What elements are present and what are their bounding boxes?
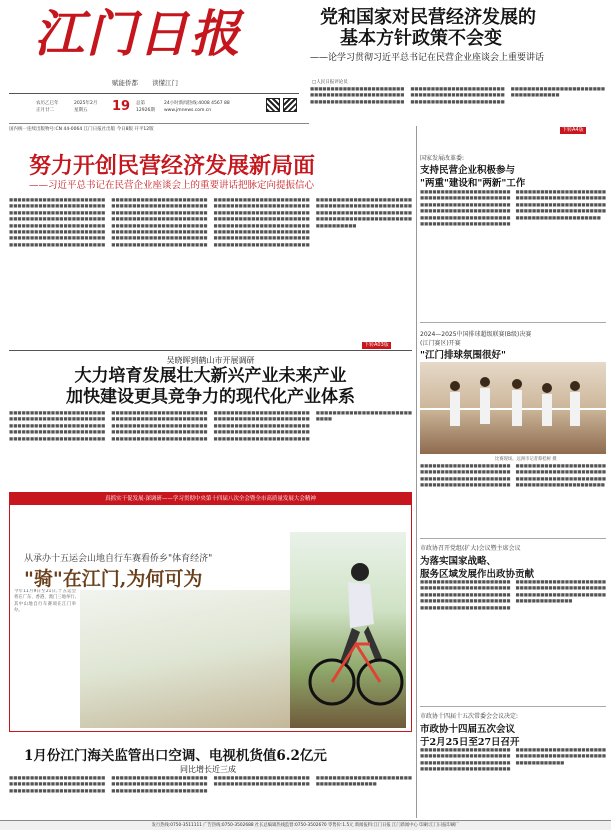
right-body-3: ■■■■■■■■■■■■■■■■■■■■■■■■■■■■■■■■■■■■■■■■■■■■■■■■■■■■■■■■■■■■■■■■■■■■■■■■■■■■■■■■■■■■■■■■■■■■■■■■■■■■■■■■■■■■■■■■■■■■■■■■■■■■■■■■■■■■■■■■■■■■■■■■■■■■■■■■■■■■■■■■■■■■■■■■■■■■■■■■■■■■■■■■■■■■■■ bbox=[420, 580, 606, 611]
top-story bbox=[300, 3, 605, 133]
top-story-byline: □人民日报评论员 bbox=[312, 80, 348, 85]
right-body-4: ■■■■■■■■■■■■■■■■■■■■■■■■■■■■■■■■■■■■■■■■■■■■■■■■■■■■■■■■■■■■■■■■■■■■■■■■■■■■■■■■■■■■■■■■■■■■■■■■■■■■■■■■■■■■■■■■■■■■■■■■■■■■■■■■■■■■■■■■■■■■■■■■ bbox=[420, 748, 606, 773]
lunar-date: 农历乙巳年 正月廿二 bbox=[36, 101, 59, 113]
right-title-2: "江门排球氛围很好" bbox=[420, 350, 506, 361]
sport-title: "骑"在江门,为何可为 bbox=[24, 568, 203, 590]
newspaper-logo: 江门日报 bbox=[34, 4, 242, 63]
right-title-3c: 服务区域发展作出政协贡献 bbox=[420, 569, 535, 580]
right-body-2: ■■■■■■■■■■■■■■■■■■■■■■■■■■■■■■■■■■■■■■■■■■■■■■■■■■■■■■■■■■■■■■■■■■■■■■■■■■■■■■■■■■■■■■■■■■■■■■■■■■■■■■■■■■■■■■■■■■■■■■■■■■■■■■■■■■■■■■■■■■■■■■■■■■■■■■■■■■■■■■■■■■■■■■■■■■■■■■■■ bbox=[420, 464, 606, 489]
right-title-1a: 支持民营企业积极参与 bbox=[420, 165, 516, 176]
more-link[interactable]: 下转A4版 bbox=[562, 127, 584, 133]
top-story-subtitle: ——论学习贯彻习近平总书记在民营企业座谈会上重要讲话 bbox=[310, 53, 545, 63]
volleyball-photo bbox=[420, 362, 606, 454]
second-body: ■■■■■■■■■■■■■■■■■■■■■■■■■■■■■■■■■■■■■■■■■■■■■■■■■■■■■■■■■■■■■■■■■■■■■■■■■■■■■■■■■■■■■■■■■■■■■■■■■■■■■■■■■■■■■■■■■■■■■■■■■■■■■■■■■■■■■■■■■■■■■■■■■■■■■■■■■■■■■■■■■■■■■■■■■■■■■■■■■■■■■■■■■■■■■■■■■■■■■■■■■■■■■■■■■■■■■■■■■■■■■■■■■■■■■■■■■■■■■■■■■■■■■■■■■■■■■■■■■■■■■■■■■■■■■■■■■■■■■■■■■■■■■■■■■■■■■■■■■■■■■■■■■■■■■■■■■■■■■■■■■■■■■■■■■■■■■■■■■■■■■■■■■■■■■■■■■■■■■■■■■■■■■■■■■■■■ bbox=[9, 411, 412, 442]
second-title-2: 加快建设更具竞争力的现代化产业体系 bbox=[66, 387, 355, 407]
sport-banner: 真抓实干促发展·深调研——学习贯彻中央第十四届八次全会暨全市高质量发展大会精神 bbox=[10, 493, 411, 505]
issue-date: 2025年2月 星期五 bbox=[74, 101, 98, 113]
customs-subtitle: 同比增长近三成 bbox=[180, 765, 236, 774]
volleyball-players bbox=[420, 362, 606, 454]
slogan-left: 赋能侨都 bbox=[112, 79, 138, 87]
photo-caption: 比赛现场。远洲市记者蔡桂树 摄 bbox=[495, 457, 557, 462]
top-story-title: 党和国家对民营经济发展的 bbox=[320, 7, 536, 28]
lead-title: 努力开创民营经济发展新局面 bbox=[29, 153, 316, 179]
footer: 发行热线:0750-3511111 广告热线:0750-3502688 社长总编辑热线监督:0750-3502670 零售价:1.5元 新闻报料:江门日报 江门新闻中心 印刷:江门日报印刷厂 bbox=[0, 820, 611, 830]
lead-subtitle: ——习近平总书记在民营企业座谈会上的重要讲话把脉定向提振信心 bbox=[29, 180, 315, 191]
issue-day: 19 bbox=[112, 99, 131, 114]
second-title-1: 大力培育发展壮大新兴产业未来产业 bbox=[74, 366, 347, 386]
hotline: 24小时新闻热线:4008 4567 88 www.jmnews.com.cn bbox=[164, 101, 230, 113]
right-title-3b: 为落实国家战略、 bbox=[420, 556, 497, 567]
second-kicker: 吴晓晖到鹤山市开展调研 bbox=[166, 356, 255, 365]
qr-code-icon bbox=[283, 98, 297, 112]
cyclist-photo bbox=[290, 532, 406, 728]
more-link[interactable]: 下转A03版 bbox=[364, 342, 389, 348]
top-story-body: ■■■■■■■■■■■■■■■■■■■■■■■■■■■■■■■■■■■■■■■■■■■■■■■■■■■■■■■■■■■■■■■■■■■■■■■■■■■■■■■■■■■■■■■■■■■■■■■■■■■■■■■■■■■■■■■■■■■■■■■■■■■■■■■■■■■■■■■■■■■■■■■■■■■■■■■■■■■■■■■■■■■■■■■■■■■■■ bbox=[310, 87, 605, 105]
right-kicker-2b: (江门赛区)开赛 bbox=[420, 340, 461, 347]
qr-code-icon bbox=[266, 98, 280, 112]
issue-number: 总第 12926期 bbox=[136, 101, 155, 113]
right-title-4c: 于2月25日至27日召开 bbox=[420, 737, 520, 748]
right-kicker-1: 国家发展改革委: bbox=[420, 155, 465, 162]
sport-kicker: 从承办十五运会山地自行车赛看侨乡"体育经济" bbox=[24, 554, 213, 564]
right-title-4b: 市政协十四届五次会议 bbox=[420, 724, 516, 735]
slogan-right: 读懂江门 bbox=[152, 79, 178, 87]
right-title-4a: 市政协十四届十五次常委会会议决定: bbox=[420, 713, 519, 720]
right-body-1: ■■■■■■■■■■■■■■■■■■■■■■■■■■■■■■■■■■■■■■■■■■■■■■■■■■■■■■■■■■■■■■■■■■■■■■■■■■■■■■■■■■■■■■■■■■■■■■■■■■■■■■■■■■■■■■■■■■■■■■■■■■■■■■■■■■■■■■■■■■■■■■■■■■■■■■■■■■■■■■■■■■■■■■■■■■■■■■■■■■■■■■■■■■■■■■■■■■■■■■■■■■■■■■■■■■■■■■■■■■■■■■■■■■■■■■■■■■■■■■■■■ bbox=[420, 190, 606, 228]
right-title-1b: "两重"建设和"两新"工作 bbox=[420, 178, 526, 189]
trail-photo bbox=[80, 590, 290, 728]
top-story-title-2: 基本方针政策不会变 bbox=[340, 28, 502, 49]
sport-lead-col: 今年11月9日至21日,十五运会将在广东、香港、澳门三地举行,其中山地自行车赛项在江门举办。 bbox=[14, 589, 76, 614]
cyclist-figure bbox=[290, 532, 406, 728]
customs-title: 1月份江门海关监管出口空调、电视机货值6.2亿元 bbox=[24, 748, 327, 764]
lead-body: ■■■■■■■■■■■■■■■■■■■■■■■■■■■■■■■■■■■■■■■■■■■■■■■■■■■■■■■■■■■■■■■■■■■■■■■■■■■■■■■■■■■■■■■■■■■■■■■■■■■■■■■■■■■■■■■■■■■■■■■■■■■■■■■■■■■■■■■■■■■■■■■■■■■■■■■■■■■■■■■■■■■■■■■■■■■■■■■■■■■■■■■■■■■■■■■■■■■■■■■■■■■■■■■■■■■■■■■■■■■■■■■■■■■■■■■■■■■■■■■■■■■■■■■■■■■■■■■■■■■■■■■■■■■■■■■■■■■■■■■■■■■■■■■■■■■■■■■■■■■■■■■■■■■■■■■■■■■■■■■■■■■■■■■■■■■■■■■■■■■■■■■■■■■■■■■■■■■■■■■■■■■■■■■■■■■■■■■■■■■■■■■■■■■■■■■■■■■■■■■■■■■■■■■■■■■■■■■■■■■■■■■■■■■■■■■■■■■■■■■■■■■■■■■■■■■■■■■■■■■■■■■■■■■■■■■■■■■■■■■■■■■■■■■■■■■■■■■■■■■■■■■■■■■■■■■■■■■■■■■■■■■■■■■■■■■■■■■■■■■■■■■■■■■■■■■■■■■■■■■■■■■■■■■■■■■■■■■■■■■■■■■■■■■■■■■■■■■■■■■■■■■■■■■■■■■■■■■■■■■■■■■■■■■■■■■■■■■■■■■■■■■■■■■■■■■■■■ bbox=[9, 198, 412, 248]
right-title-3a: 市政协召开党组(扩大)会议暨主席会议 bbox=[420, 545, 521, 552]
info-bar: 国内统一连续出版物号:CN 44-0064 江门日报社出版 今日8版 开平12版 bbox=[9, 123, 309, 132]
customs-body: ■■■■■■■■■■■■■■■■■■■■■■■■■■■■■■■■■■■■■■■■■■■■■■■■■■■■■■■■■■■■■■■■■■■■■■■■■■■■■■■■■■■■■■■■■■■■■■■■■■■■■■■■■■■■■■■■■■■■■■■■■■■■■■■■■■■■■■■■■■■■■■■■■■■■■■■■■■■■■■■■■■■■■■■■■■■■■■■■■■■■■■■■■■■■■■■■■■■■■■■■■■■■■■■■■■■■■■■■■■■■■■ bbox=[9, 776, 412, 794]
right-kicker-2: 2024—2025中国排球超级联赛(B级)决赛 bbox=[420, 331, 532, 338]
